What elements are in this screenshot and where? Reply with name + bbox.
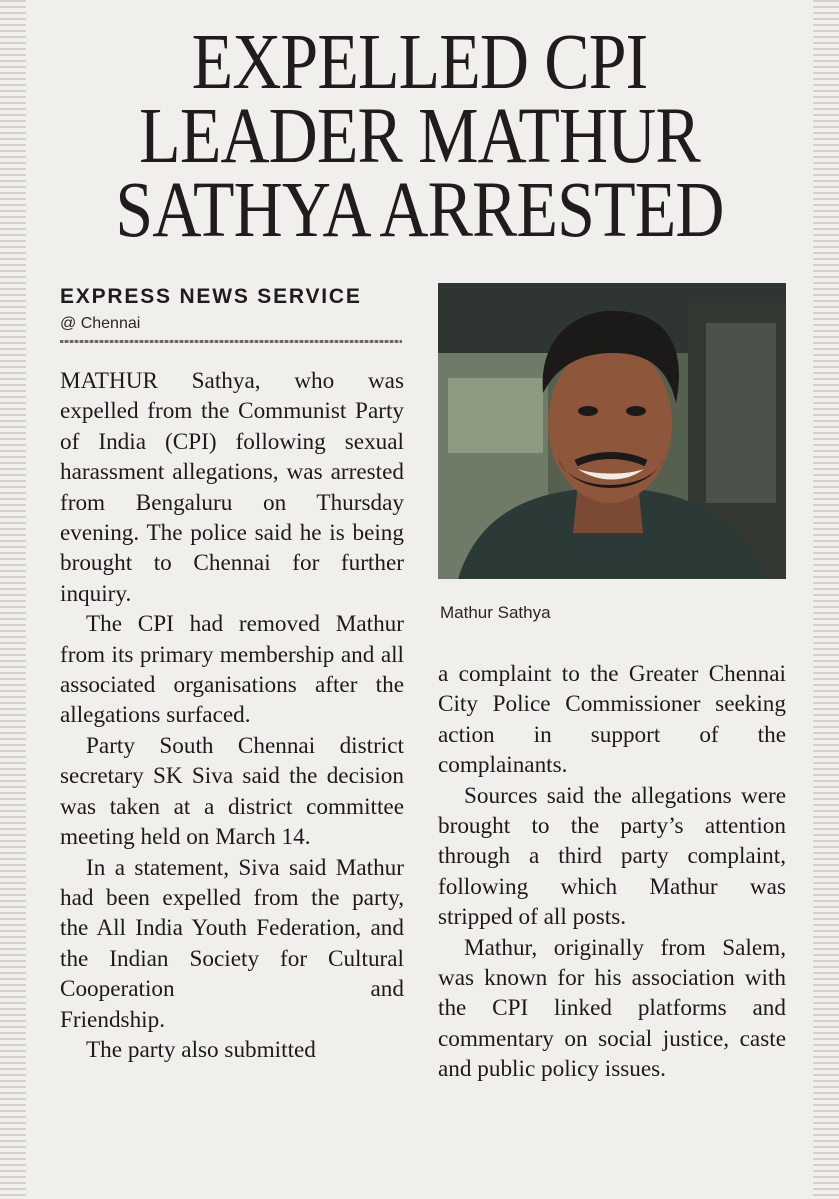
photo-caption: Mathur Sathya	[440, 603, 551, 622]
byline-divider	[60, 340, 402, 343]
headline-line-2: LEADER MATHUR	[139, 93, 700, 180]
article-paragraph-end: complainants.	[438, 752, 568, 779]
article-paragraph: Mathur, originally from Salem, was known for his association with the CPI linked platforms and commentary on social justice, caste and public policy issues.	[438, 934, 786, 1083]
byline: EXPRESS NEWS SERVICE	[60, 285, 362, 308]
article-paragraph: Sources said the allegations were brought to the party’s attention through a third party complaint, following which Mathur was stripped of all posts.	[438, 782, 786, 931]
dateline: @ Chennai	[60, 315, 141, 332]
article-paragraph: MATHUR Sathya, who was expelled from the Communist Party of India (CPI) following sexual harassment allegations, was arrested from Bengaluru on Thursday evening. The police said he is being brought to Chennai for further inquiry.	[60, 368, 404, 607]
portrait-photo	[438, 283, 786, 579]
headline-line-3: SATHYA ARRESTED	[115, 167, 724, 254]
article-paragraph: Party South Chennai district secretary SK Siva said the decision was taken at a district committee meeting held on March 14.	[60, 732, 404, 851]
right-edge-texture	[813, 0, 839, 1199]
headline-line-1: EXPELLED CPI	[191, 19, 648, 106]
article-paragraph: In a statement, Siva said Mathur had been expelled from the party, the All India Youth Federation, and the Indian Society for Cultural Cooperation and	[60, 854, 404, 1003]
article-column-left	[60, 366, 404, 1065]
article-paragraph: The CPI had removed Mathur from its primary membership and all associated organisations after the allegations surfaced.	[60, 611, 404, 729]
headline	[93, 19, 746, 254]
left-edge-texture	[0, 0, 26, 1199]
article-column-right	[438, 659, 786, 1085]
portrait-illustration	[438, 283, 786, 579]
article-paragraph-continued: a complaint to the Greater Chennai City Police Commissioner seeking action in support of the	[438, 661, 786, 748]
article-paragraph: The party also submitted	[86, 1036, 316, 1063]
article-paragraph-end: Friendship.	[60, 1006, 165, 1033]
